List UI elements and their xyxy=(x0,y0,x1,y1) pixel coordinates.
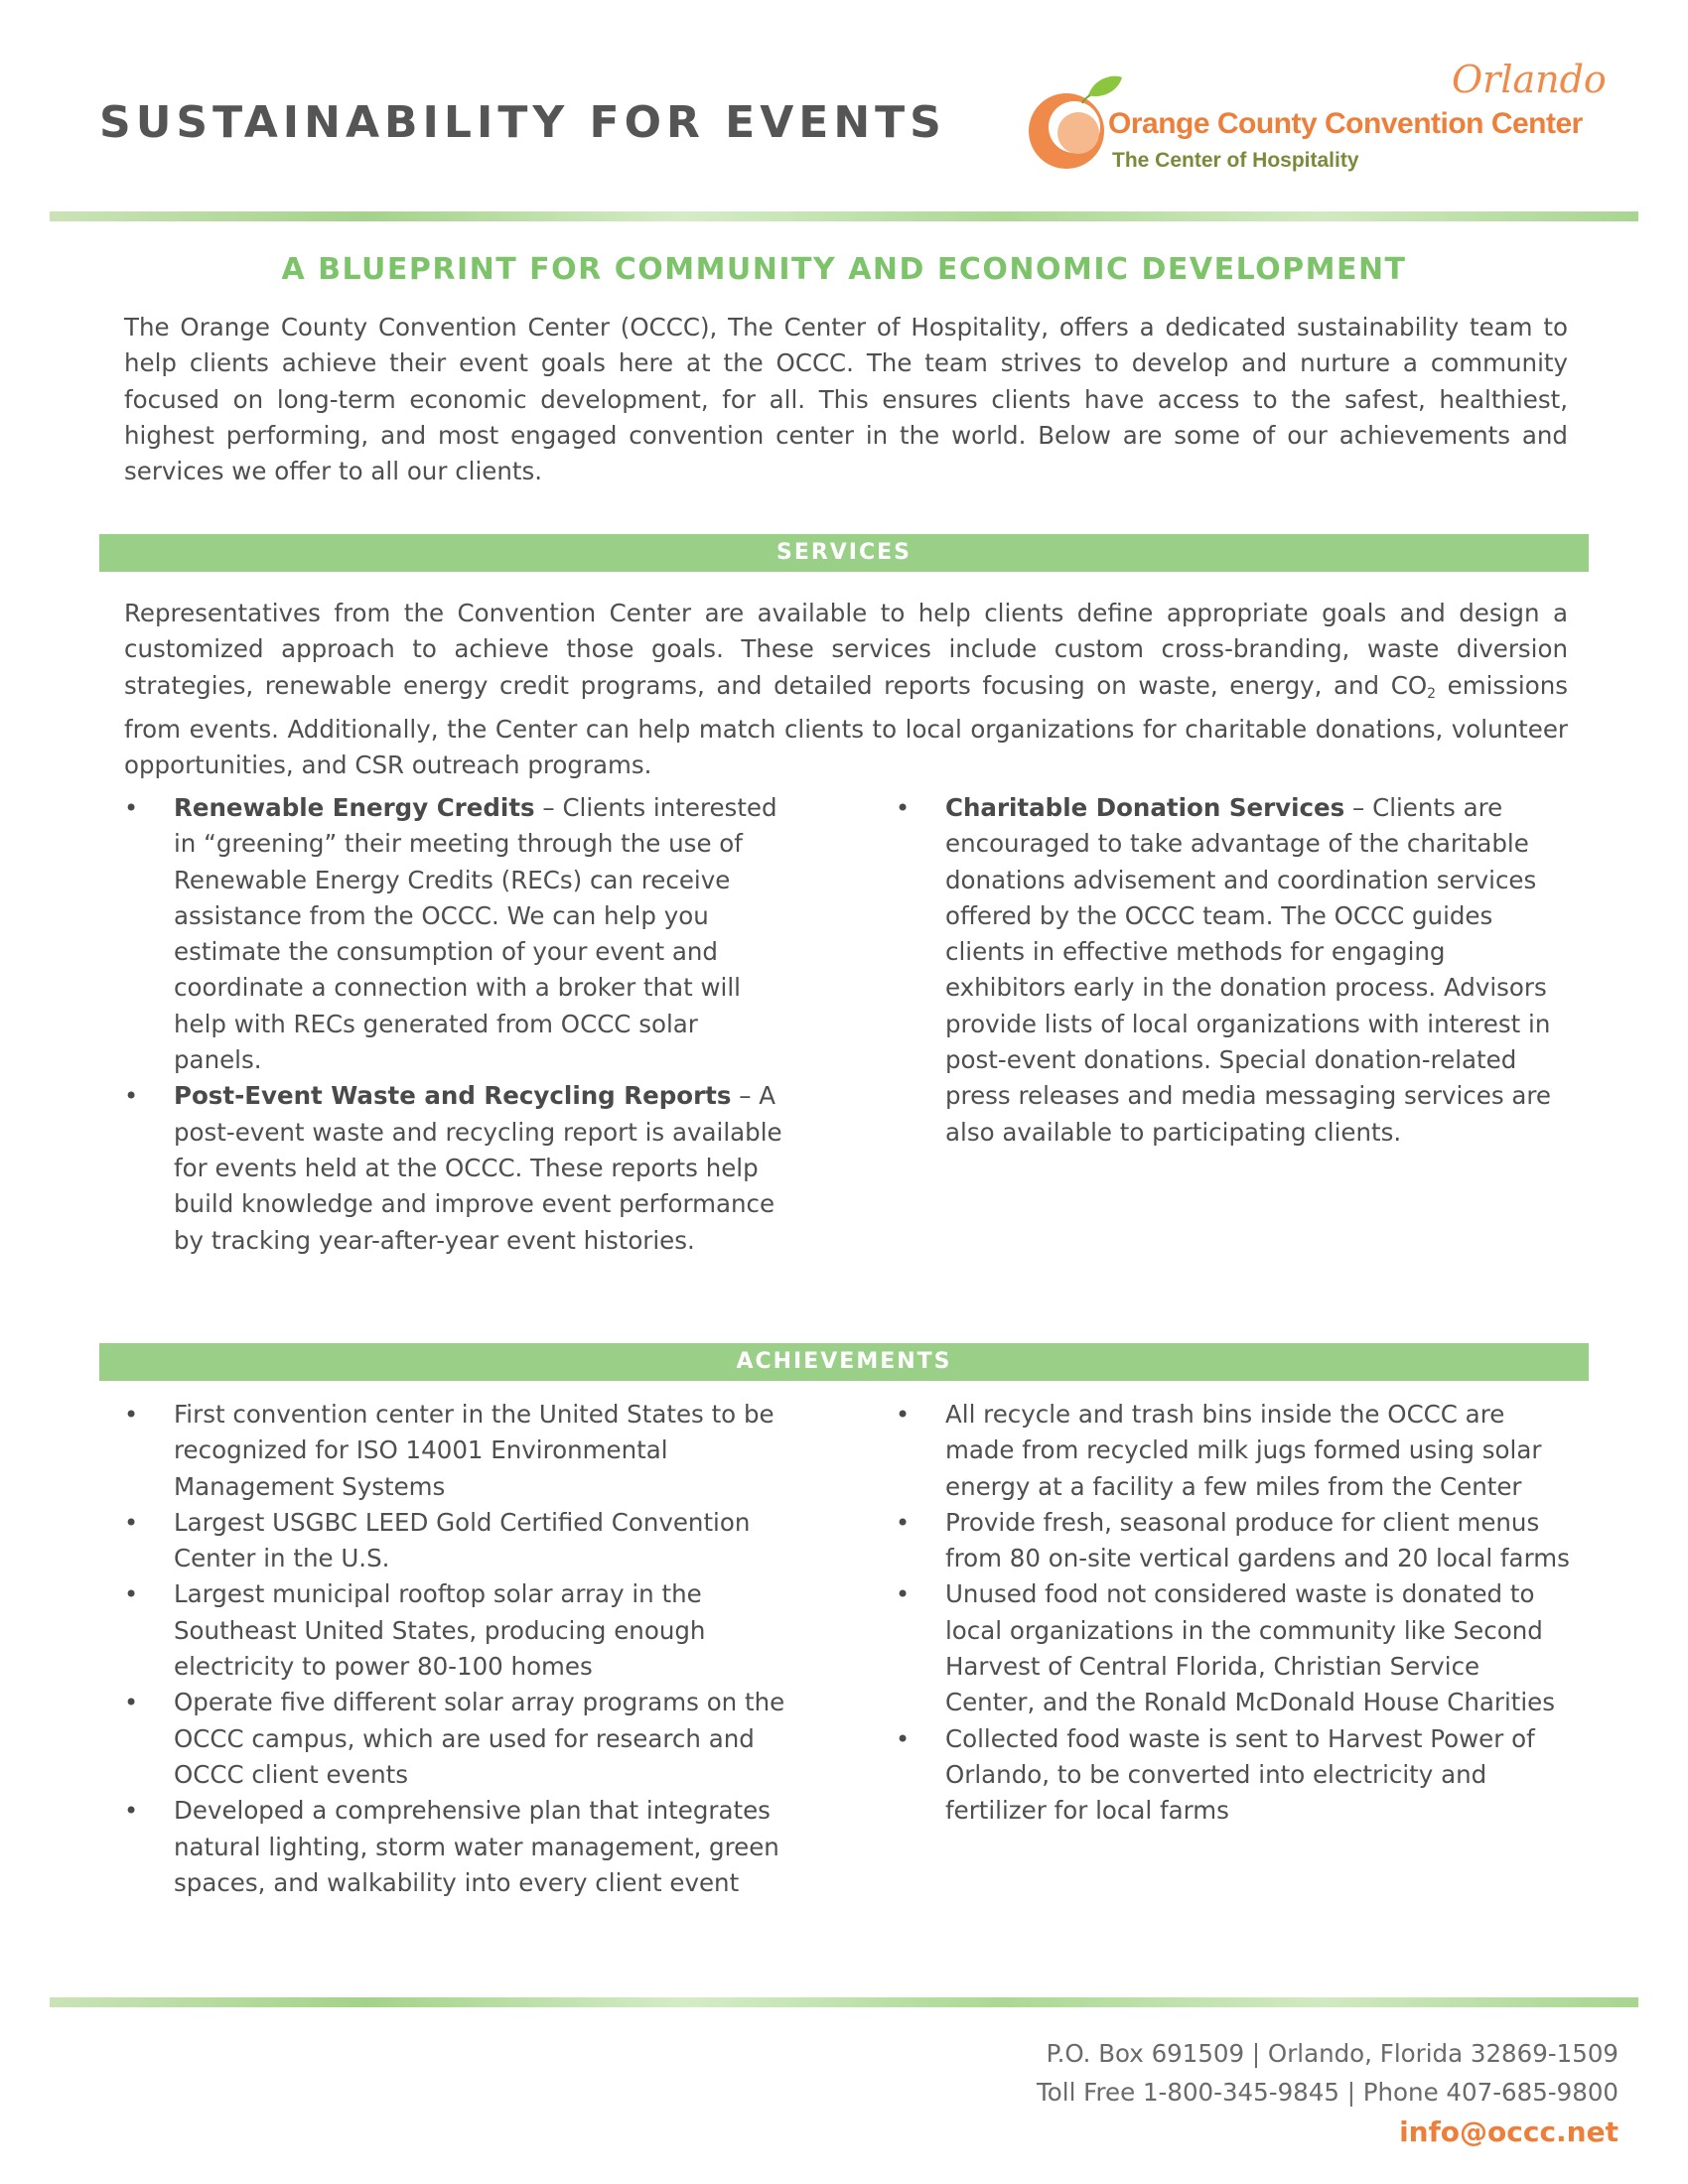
achievements-right-column xyxy=(896,1397,1571,1830)
list-item xyxy=(124,1793,789,1901)
bullet-icon: • xyxy=(896,1724,911,1753)
bullet-icon: • xyxy=(124,1797,139,1826)
bullet-icon: • xyxy=(896,1508,911,1537)
list-item xyxy=(124,790,789,1078)
list-item xyxy=(896,1576,1571,1720)
section-subtitle: A BLUEPRINT FOR COMMUNITY AND ECONOMIC DEVELOPMENT xyxy=(281,252,1407,287)
achievements-left-column xyxy=(124,1397,789,1901)
list-item xyxy=(124,1685,789,1793)
bullet-icon: • xyxy=(124,1082,139,1111)
achievement-text: Largest municipal rooftop solar array in the Southeast United States, producing enough electricity to power 80-100 homes xyxy=(174,1579,706,1682)
achievements-heading: ACHIEVEMENTS xyxy=(99,1343,1589,1381)
bullet-icon: • xyxy=(896,1580,911,1609)
services-intro: Representatives from the Convention Center are available to help clients define appropriate goals and design a customized approach to achieve those goals. These services include custom cross-branding, waste diversion strategies, renewable energy credit programs, and detailed reports focusing on waste, energy, and $CO_2$ emissions from events. Additionally, the Center can help match clients to local organizations for charitable donations, volunteer opportunities, and CSR outreach programs. xyxy=(124,599,1569,780)
list-item xyxy=(124,1576,789,1685)
document-title: SUSTAINABILITY FOR EVENTS xyxy=(99,97,946,148)
logo-tagline: The Center of Hospitality xyxy=(1112,149,1359,172)
list-item xyxy=(896,790,1571,1151)
occc-logo xyxy=(1023,58,1609,185)
list-item xyxy=(124,1397,789,1505)
service-title: Renewable Energy Credits xyxy=(174,793,535,822)
logo-name: Orange County Convention Center xyxy=(1108,107,1583,140)
bottom-divider xyxy=(50,1997,1638,2007)
intro-paragraph: The Orange County Convention Center (OCCC), The Center of Hospitality, offers a dedicated sustainability team to help clients achieve their event goals here at the OCCC. The team strives to develop and nurture a community focused on long-term economic development, for all. This ensures clients have access to the safest, healthiest, highest performing, and most engaged convention center in the world. Below are some of our achievements and services we offer to all our clients. xyxy=(124,313,1568,486)
service-title: Charitable Donation Services xyxy=(945,793,1345,822)
services-heading: SERVICES xyxy=(99,534,1589,572)
service-text: – Clients are encouraged to take advantage of the charitable donations advisement and coordination services offered by the OCCC team. The OCCC guides clients in effective methods for engaging exhibitors early in the donation process. Advisors provide lists of local organizations with interest in post-event donations. Special donation-related press releases and media messaging services are also available to participating clients. xyxy=(945,793,1551,1147)
services-right-column xyxy=(896,790,1571,1151)
achievement-text: Developed a comprehensive plan that integrates natural lighting, storm water management, green spaces, and walkability into every client event xyxy=(174,1796,779,1897)
bullet-icon: • xyxy=(124,1401,139,1429)
footer-address: P.O. Box 691509 | Orlando, Florida 32869-1509 xyxy=(1046,2039,1618,2068)
page-header xyxy=(0,0,1688,208)
footer-email-link[interactable]: info@occc.net xyxy=(1399,2116,1618,2148)
top-divider xyxy=(50,211,1638,221)
list-item xyxy=(124,1078,789,1258)
service-text: – A post-event waste and recycling report is available for events held at the OCCC. These reports help build knowledge and improve event performance by tracking year-after-year event histories. xyxy=(174,1081,782,1255)
service-text: – Clients interested in “greening” their meeting through the use of Renewable Energy Credits (RECs) can receive assistance from the OCCC. We can help you estimate the consumption of your event and coordinate a connection with a broker that will help with RECs generated from OCCC solar panels. xyxy=(174,793,777,1075)
logo-script-orlando: Orlando xyxy=(1452,58,1607,101)
bullet-icon: • xyxy=(124,1689,139,1717)
list-item xyxy=(896,1505,1571,1577)
achievement-text: Unused food not considered waste is donated to local organizations in the community like Second Harvest of Central Florida, Christian Service Center, and the Ronald McDonald House Charities xyxy=(945,1579,1556,1717)
bullet-icon: • xyxy=(896,794,911,822)
bullet-icon: • xyxy=(124,1508,139,1537)
service-title: Post-Event Waste and Recycling Reports xyxy=(174,1081,732,1111)
bullet-icon: • xyxy=(124,794,139,822)
achievement-text: Largest USGBC LEED Gold Certified Convention Center in the U.S. xyxy=(174,1507,751,1573)
achievement-text: Operate five different solar array programs on the OCCC campus, which are used for research and OCCC client events xyxy=(174,1688,785,1789)
achievement-text: Collected food waste is sent to Harvest Power of Orlando, to be converted into electricity and fertilizer for local farms xyxy=(945,1723,1535,1826)
footer-phones: Toll Free 1-800-345-9845 | Phone 407-685-9800 xyxy=(1036,2078,1618,2107)
services-left-column xyxy=(124,790,789,1259)
bullet-icon: • xyxy=(896,1401,911,1429)
bullet-icon: • xyxy=(124,1580,139,1609)
list-item xyxy=(896,1721,1571,1830)
achievement-text: All recycle and trash bins inside the OCCC are made from recycled milk jugs formed using solar energy at a facility a few miles from the Center xyxy=(945,1400,1542,1501)
list-item xyxy=(896,1397,1571,1505)
orange-logo-icon xyxy=(1023,73,1122,173)
achievement-text: First convention center in the United States to be recognized for ISO 14001 Environmental Management Systems xyxy=(174,1400,774,1501)
list-item xyxy=(124,1505,789,1577)
achievement-text: Provide fresh, seasonal produce for client menus from 80 on-site vertical gardens and 20 local farms xyxy=(945,1507,1570,1573)
